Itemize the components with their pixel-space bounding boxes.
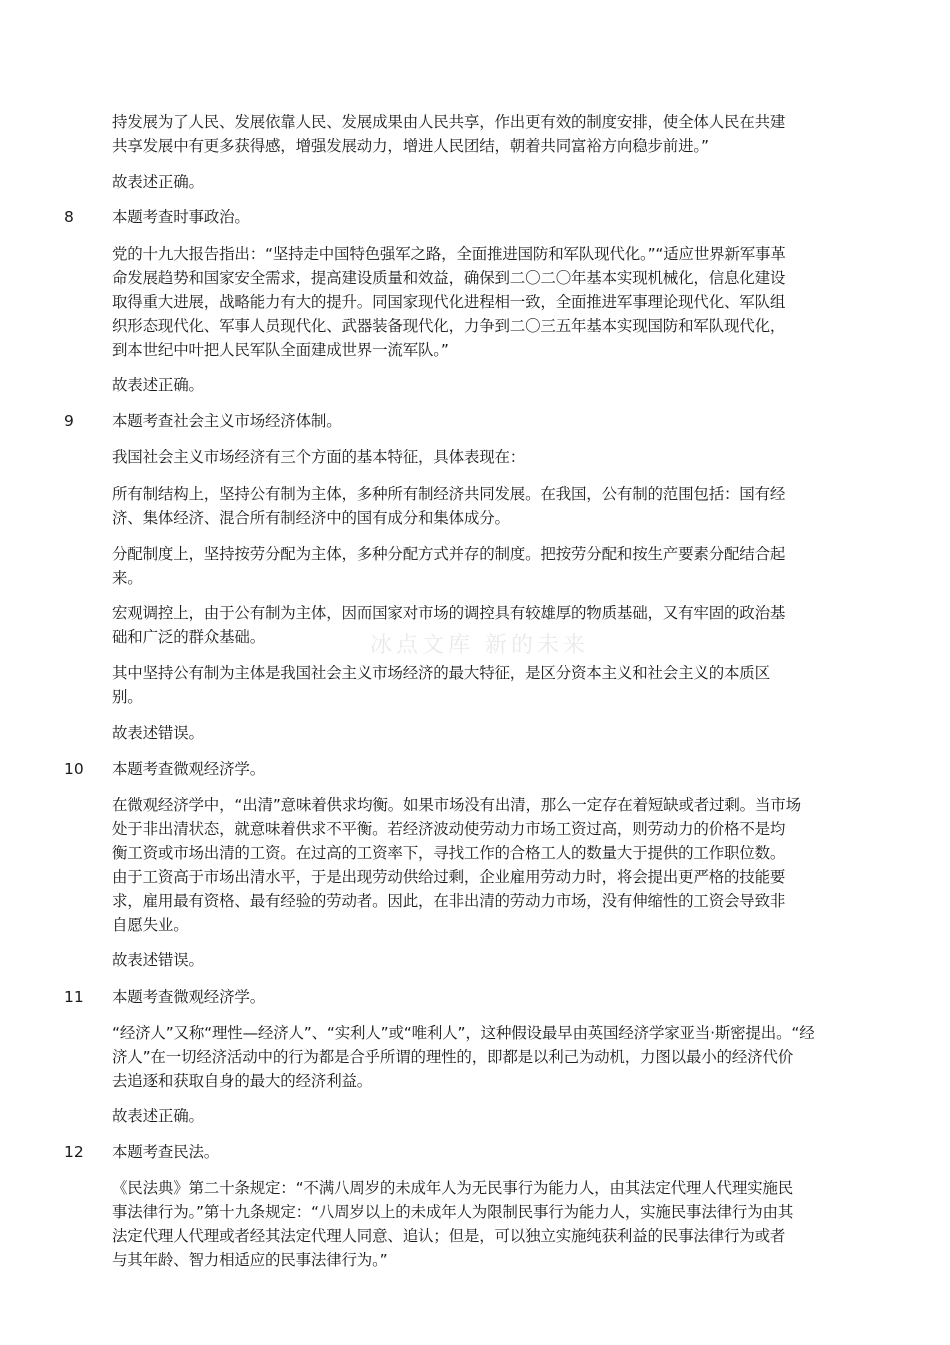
item-8-paragraph: 党的十九大报告指出：“坚持走中国特色强军之路，全面推进国防和军队现代化。”“适应世界新军事革 命发展趋势和国家安全需求，提高建设质量和效益，确保到二〇二〇年基本实现机械化，信息化建设 取得重大进展，战略能力有大的提升。同国家现代化进程相一致，全面推进军事理论现代化、军队组 织形态现代化、军事人员现代化、武器装备现代化，力争到二〇三五年基本实现国防和军队现代化， 到本世纪中叶把人民军队全面建成世界一流军队。”	[112, 245, 786, 359]
item-11-paragraph: “经济人”又称“理性—经济人”、“实利人”或“唯利人”，这种假设最早由英国经济学家亚当·斯密提出。“经 济人”在一切经济活动中的行为都是合乎所谓的理性的，即都是以利己为动机，力图以最小的经济代价 去追逐和获取自身的最大的经济利益。	[112, 1024, 815, 1090]
item-10-conclusion: 故表述错误。	[112, 951, 204, 969]
item-10-paragraph: 在微观经济学中，“出清”意味着供求均衡。如果市场没有出清，那么一定存在着短缺或者过剩。当市场 处于非出清状态，就意味着供求不平衡。若经济波动使劳动力市场工资过高，则劳动力的价格不是均 衡工资或市场出清的工资。在过高的工资率下，寻找工作的合格工人的数量大于提供的工作职位数。 由于工资高于市场出清水平，于是出现劳动供给过剩，企业雇用劳动力时，将会提出更严格的技能要 求，雇用最有资格、最有经验的劳动者。因此，在非出清的劳动力市场，没有伸缩性的工资会导致非 自愿失业。	[112, 796, 801, 934]
item-12-paragraph: 《民法典》第二十条规定：“不满八周岁的未成年人为无民事行为能力人，由其法定代理人代理实施民 事法律行为。”第十九条规定：“八周岁以上的未成年人为限制民事行为能力人，实施民事法律行为由其 法定代理人代理或者经其法定代理人同意、追认；但是，可以独立实施纯获利益的民事法律行为或者 与其年龄、智力相适应的民事法律行为。”	[112, 1179, 794, 1269]
item-9-paragraph-2: 所有制结构上，坚持公有制为主体，多种所有制经济共同发展。在我国，公有制的范围包括：国有经 济、集体经济、混合所有制经济中的国有成分和集体成分。	[112, 485, 786, 527]
item-9-title: 本题考查社会主义市场经济体制。	[112, 412, 342, 430]
item-9-conclusion: 故表述错误。	[112, 724, 204, 742]
intro-conclusion: 故表述正确。	[112, 173, 204, 191]
intro-paragraph: 持发展为了人民、发展依靠人民、发展成果由人民共享，作出更有效的制度安排，使全体人民在共建 共享发展中有更多获得感，增强发展动力，增进人民团结，朝着共同富裕方向稳步前进。”	[112, 113, 786, 155]
item-8-title: 本题考查时事政治。	[112, 208, 250, 226]
item-8-conclusion: 故表述正确。	[112, 376, 204, 394]
item-9-number: 9	[64, 412, 74, 430]
item-9-paragraph-3: 分配制度上，坚持按劳分配为主体，多种分配方式并存的制度。把按劳分配和按生产要素分配结合起 来。	[112, 545, 786, 587]
item-9-paragraph-5: 其中坚持公有制为主体是我国社会主义市场经济的最大特征，是区分资本主义和社会主义的本质区 别。	[112, 664, 770, 706]
item-11-title: 本题考查微观经济学。	[112, 988, 266, 1006]
item-10-title: 本题考查微观经济学。	[112, 760, 266, 778]
item-10-number: 10	[64, 760, 84, 778]
item-9-paragraph-1: 我国社会主义市场经济有三个方面的基本特征，具体表现在：	[112, 448, 526, 466]
item-11-number: 11	[64, 988, 84, 1006]
item-8-number: 8	[64, 208, 74, 226]
item-11-conclusion: 故表述正确。	[112, 1107, 204, 1125]
item-12-title: 本题考查民法。	[112, 1143, 220, 1161]
watermark-text: 冰点文库 新的未来	[370, 633, 589, 658]
item-9-paragraph-4: 宏观调控上，由于公有制为主体，因而国家对市场的调控具有较雄厚的物质基础，又有牢固的政治基 础和广泛的群众基础。	[112, 604, 786, 646]
item-12-number: 12	[64, 1143, 84, 1161]
